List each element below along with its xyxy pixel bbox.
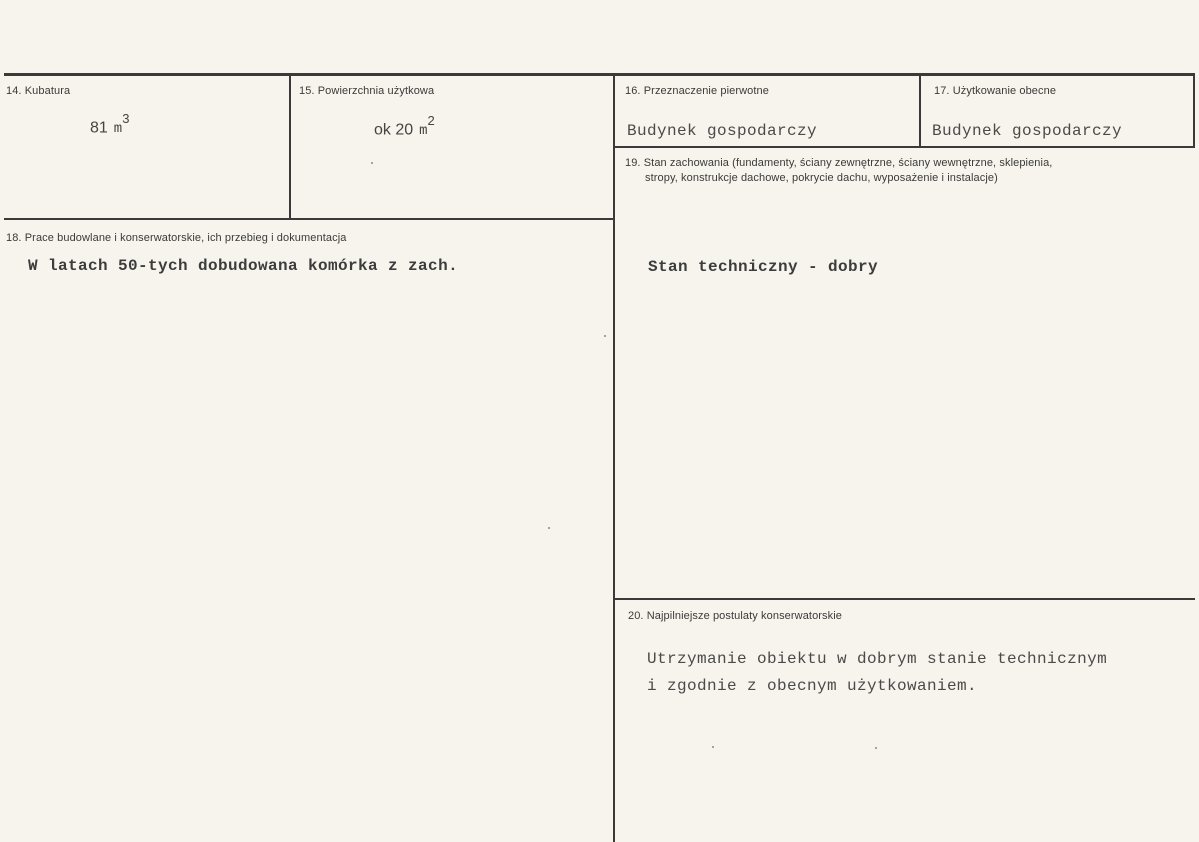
field-14-label: 14. Kubatura [6, 85, 71, 97]
field-15-exponent: 2 [427, 113, 435, 128]
field-15-value [374, 113, 435, 140]
divider-16-17 [919, 75, 921, 147]
field-17-value: Budynek gospodarczy [932, 122, 1123, 140]
field-17-label: 17. Użytkowanie obecne [934, 85, 1057, 97]
speck [371, 162, 373, 164]
speck [875, 747, 877, 749]
speck [712, 746, 714, 748]
field-15-number: ok 20 [374, 121, 414, 139]
field-14-number: 81 [90, 119, 108, 137]
right-edge-rule [1193, 75, 1195, 148]
rule-under-16-17 [614, 146, 1195, 148]
field-14-value [90, 111, 130, 138]
divider-left-right [613, 75, 615, 842]
field-18-value: W latach 50-tych dobudowana komórka z zach. [28, 257, 459, 275]
field-19-label-line1: 19. Stan zachowania (fundamenty, ściany zewnętrzne, ściany wewnętrzne, sklepienia, [625, 157, 1053, 169]
rule-above-20 [614, 598, 1195, 600]
speck [604, 335, 606, 337]
field-19-value: Stan techniczny - dobry [648, 258, 879, 276]
field-16-label: 16. Przeznaczenie pierwotne [625, 85, 769, 97]
divider-14-15 [289, 75, 291, 219]
field-18-label: 18. Prace budowlane i konserwatorskie, ich przebieg i dokumentacja [6, 232, 347, 244]
top-rule [4, 73, 1195, 76]
field-20-value-line2: i zgodnie z obecnym użytkowaniem. [647, 677, 978, 695]
speck [548, 527, 550, 529]
field-20-value-line1: Utrzymanie obiektu w dobrym stanie technicznym [647, 650, 1108, 668]
field-14-exponent: 3 [122, 111, 130, 126]
field-15-unit: m [419, 123, 428, 140]
rule-under-14-15 [4, 218, 614, 220]
field-15-label: 15. Powierzchnia użytkowa [299, 85, 435, 97]
field-16-value: Budynek gospodarczy [627, 122, 818, 140]
field-19-label-line2: stropy, konstrukcje dachowe, pokrycie dachu, wyposażenie i instalacje) [645, 172, 998, 184]
field-14-unit: m [113, 121, 123, 138]
field-20-label: 20. Najpilniejsze postulaty konserwatorskie [628, 610, 843, 622]
